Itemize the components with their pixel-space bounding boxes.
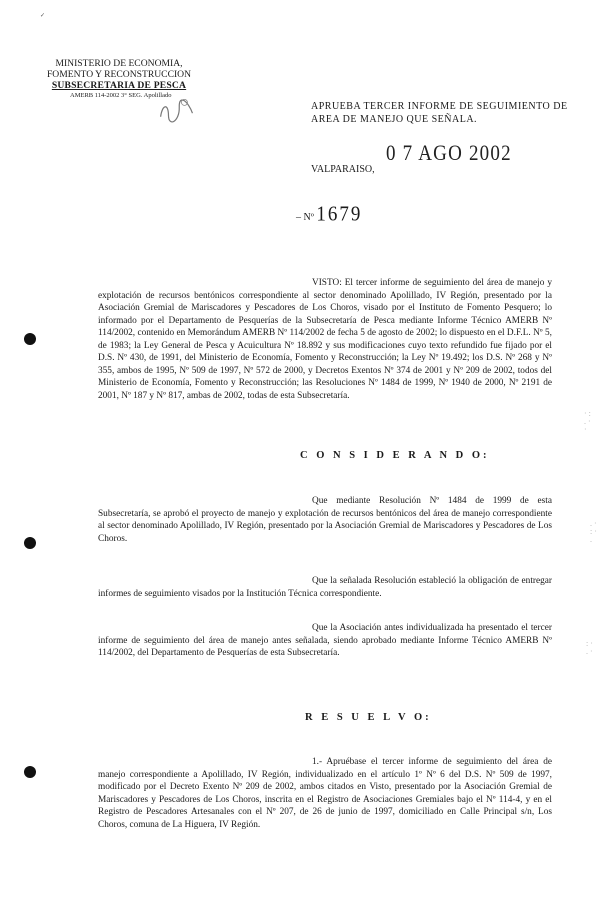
punch-hole-icon <box>24 766 36 778</box>
resolution-number <box>296 204 362 226</box>
punch-hole-icon <box>24 537 36 549</box>
subsecretaria-name: SUBSECRETARIA DE PESCA <box>51 80 187 91</box>
scan-noise: . · : · . <box>590 519 597 544</box>
resuelvo-paragraph-1: 1.- Apruébase el tercer informe de seguimiento del área de manejo correspondiente a Apolillado, IV Región, individualizado en el artículo 1º Nº 6 del D.S. Nº 509 de 1997, modificado por el Decreto Exento Nº 209 de 2002, ambos citados en Visto, presentado por la Asociación Gremial de Mariscadores y Pescadores de Los Choros, inscrita en el Registro de Asociaciones Gremiales bajo el Nº 114-4, y en el Registro de Pescadores Artesanales con el Nº 207, de 26 de junio de 1997, domiciliado en Calle Principal s/n, Los Choros, comuna de La Higuera, IV Región. <box>98 757 552 830</box>
initials-stamp <box>154 93 199 131</box>
scan-noise: : · . · <box>586 639 593 656</box>
considerando-heading: C O N S I D E R A N D O: <box>300 450 490 461</box>
number-value: 1679 <box>316 202 363 226</box>
scan-mark: ✓ <box>40 13 46 19</box>
ministry-name-line2: FOMENTO Y RECONSTRUCCION <box>46 69 192 80</box>
considerando-paragraph-1: Que mediante Resolución Nº 1484 de 1999 de esta Subsecretaría, se aprobó el proyecto de manejo y explotación de recursos bentónicos del área de manejo correspondiente al sector denominado Apolillado, IV Región, presentado por la Asociación Gremial de Mariscadores y Pescadores de Los Choros. <box>98 496 552 544</box>
scan-noise: · : . · · <box>584 409 591 434</box>
visto-paragraph: VISTO: El tercer informe de seguimiento del área de manejo y explotación de recursos bentónicos correspondiente al sector denominado Apolillado, IV Región, presentado por la Asociación Gremial de Mariscadores y Pescadores de Los Choros, visado por el Instituto de Fomento Pesquero; lo informado por el Departamento de Pesquerías de la Subsecretaría de Pesca mediante Informe Técnico AMERB Nº 114/2002, contenido en Memorándum AMERB Nº 114/2002 de fecha 5 de agosto de 2002; lo dispuesto en el D.F.L. Nº 5, de 1983; la Ley General de Pesca y Acuicultura Nº 18.892 y sus modificaciones cuyo texto refundido fue fijado por el D.S. Nº 430, de 1991, del Ministerio de Economía, Fomento y Reconstrucción; la Ley Nº 19.492; los D.S. Nº 268 y Nº 355, ambos de 1995, Nº 509 de 1997, Nº 572 de 2000, y Decretos Exentos Nº 374 de 2001 y Nº 209 de 2002, todos del Ministerio de Economía, Fomento y Reconstrucción; las Resoluciones Nº 1484 de 1999, Nº 1940 de 2000, Nº 2191 de 2001, Nº 187 y Nº 817, ambas de 2002, todas de esta Subsecretaría. <box>98 278 552 401</box>
number-prefix: – Nº <box>296 212 314 223</box>
handwritten-initials-icon <box>154 93 199 129</box>
resuelvo-heading: R E S U E L V O: <box>305 712 432 723</box>
amerb-reference: AMERB 114-2002 3° SEG. Apolillado <box>70 92 172 99</box>
punch-hole-icon <box>24 333 36 345</box>
ministry-name-line1: MINISTERIO DE ECONOMIA, <box>55 58 183 69</box>
resolution-subject: APRUEBA TERCER INFORME DE SEGUIMIENTO DE AREA DE MANEJO QUE SEÑALA. <box>311 101 568 125</box>
resolution-place: VALPARAISO, <box>311 164 375 175</box>
considerando-paragraph-2: Que la señalada Resolución estableció la obligación de entregar informes de seguimiento visados por la Institución Técnica correspondiente. <box>98 576 552 599</box>
considerando-paragraph-3: Que la Asociación antes individualizada ha presentado el tercer informe de seguimiento del área de manejo antes señalada, siendo aprobado mediante Informe Técnico AMERB Nº 114/2002, del Departamento de Pesquerías de esta Subsecretaría. <box>98 623 552 658</box>
resolution-date-stamp: 0 7 AGO 2002 <box>386 141 512 166</box>
